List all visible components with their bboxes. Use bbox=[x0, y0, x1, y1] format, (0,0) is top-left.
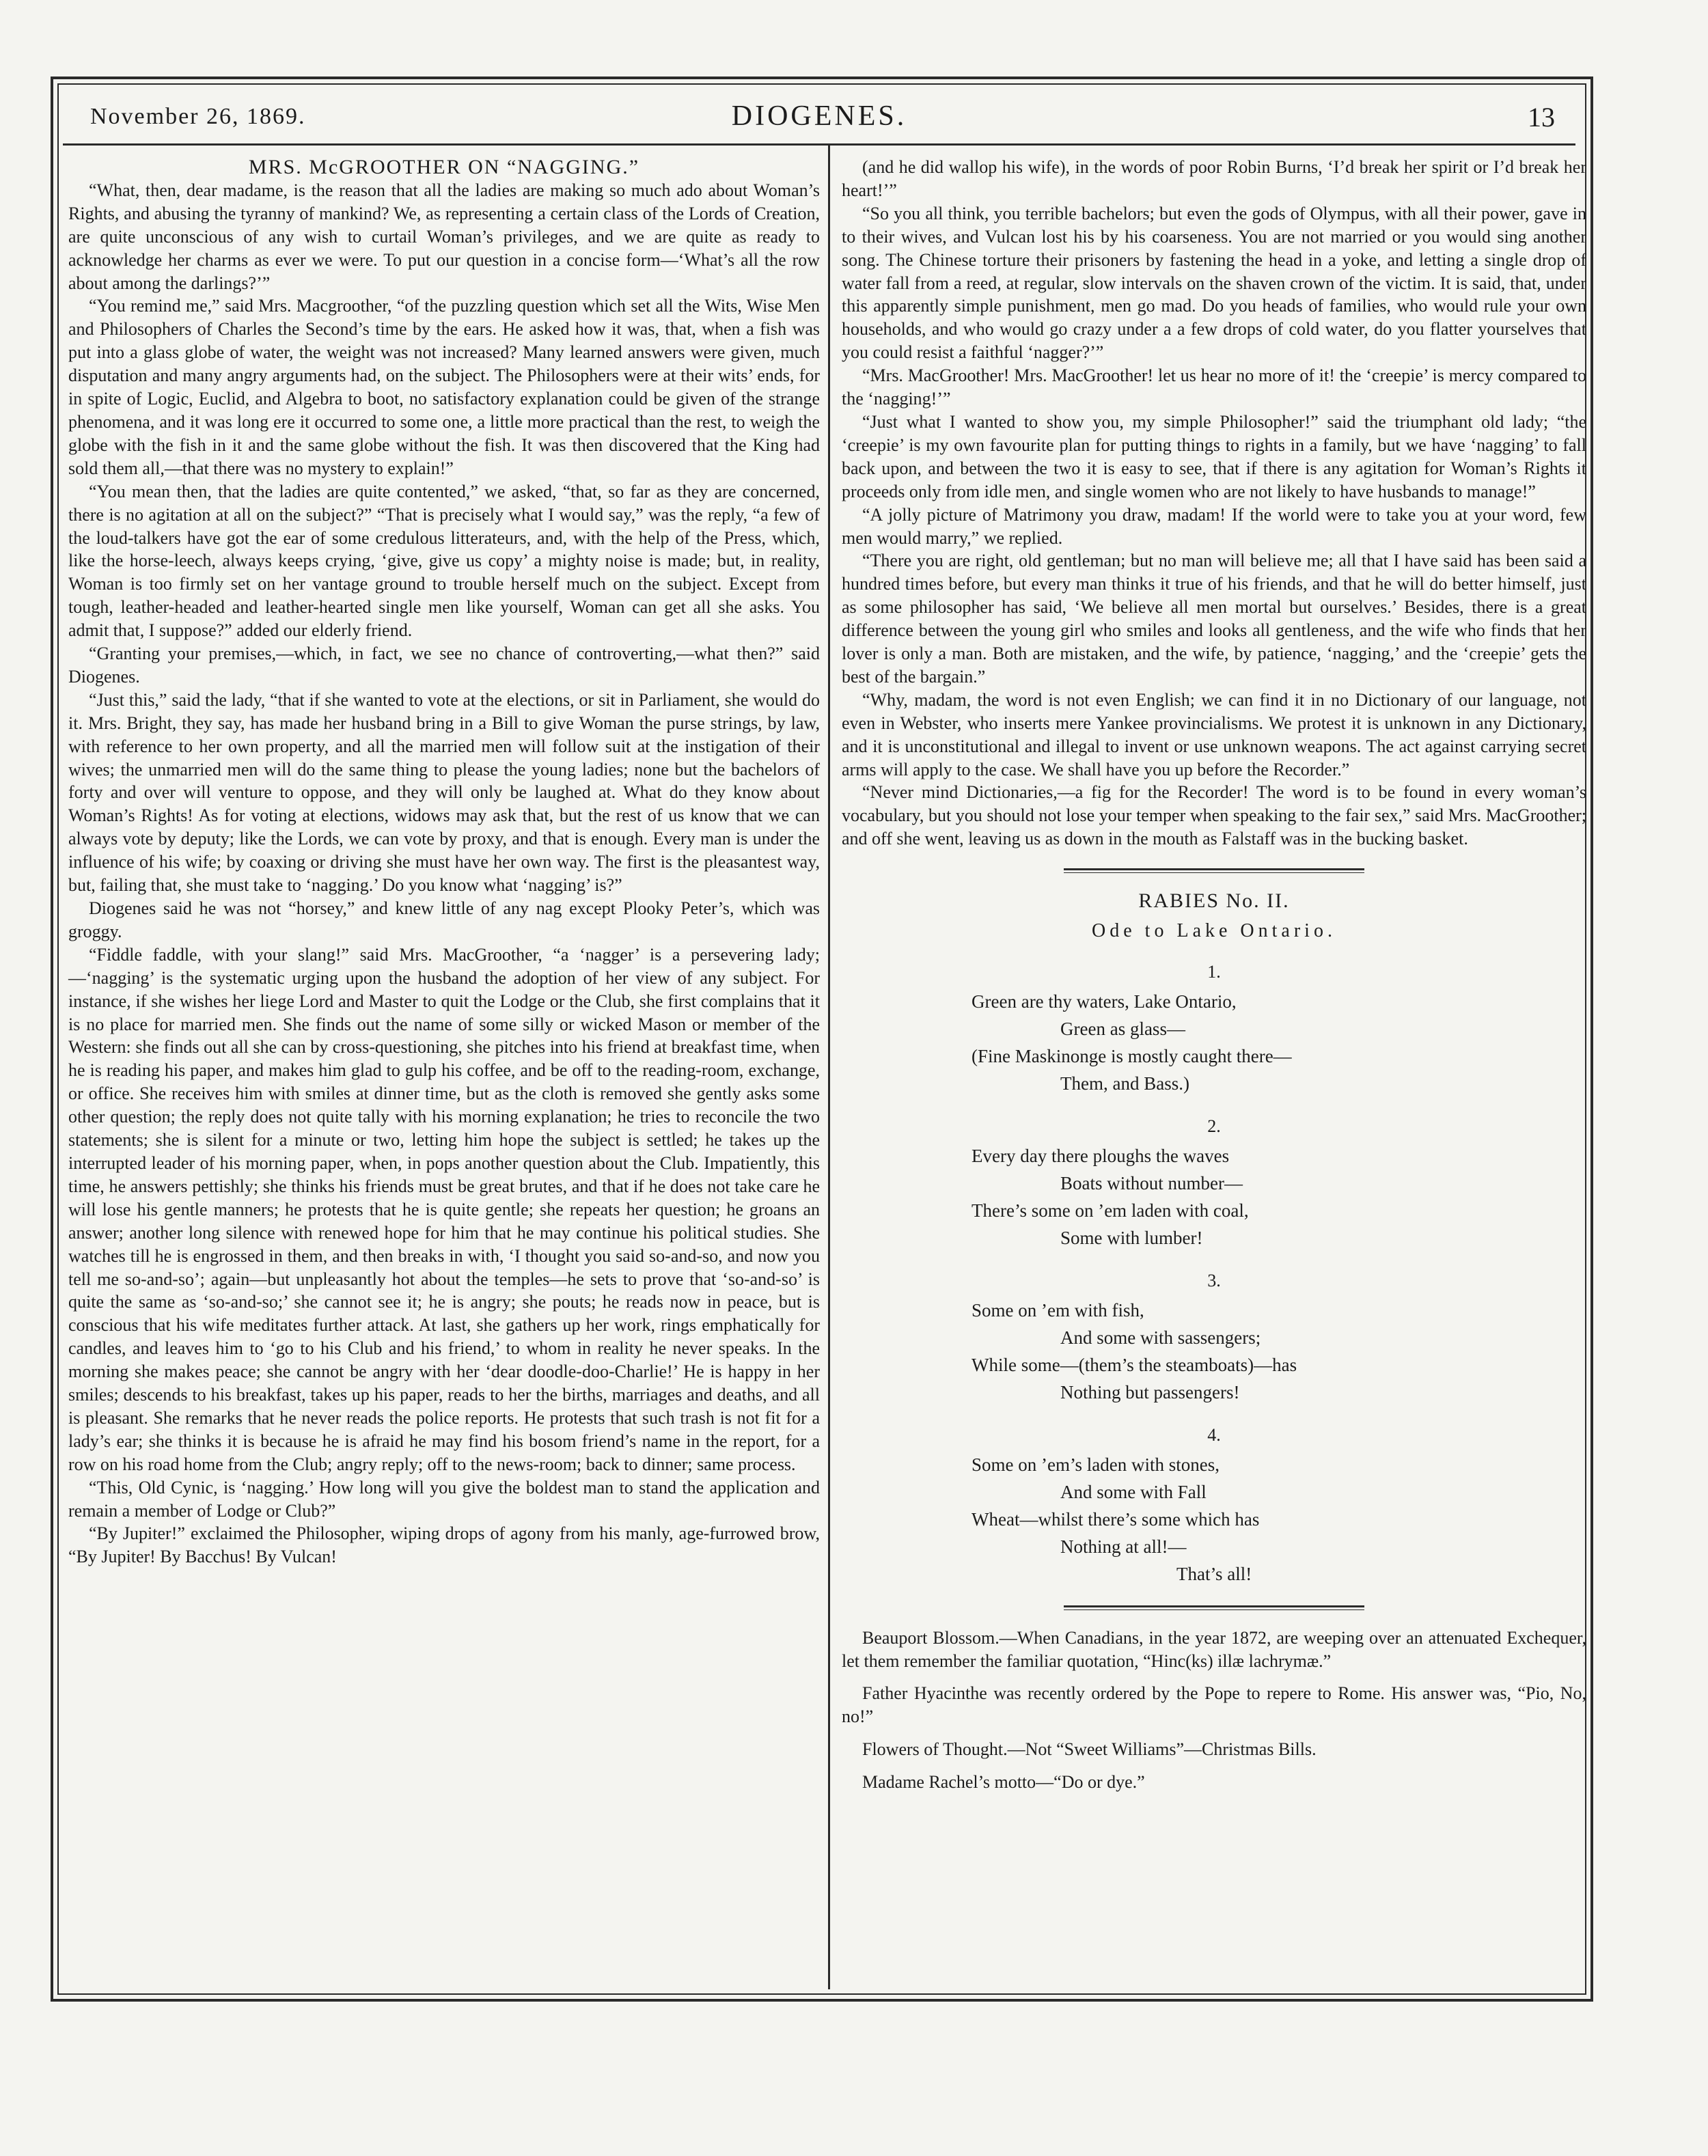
poem-line: And some with sassengers; bbox=[1060, 1327, 1261, 1348]
poem-line: (Fine Maskinonge is mostly caught there— bbox=[972, 1045, 1292, 1066]
article-paragraph: “Mrs. MacGroother! Mrs. MacGroother! let us hear no more of it! the ‘creepie’ is mercy compared to the ‘nagging!’” bbox=[842, 365, 1586, 409]
article-paragraph: “This, Old Cynic, is ‘nagging.’ How long will you give the boldest man to stand the application and remain a member of Lodge or Club?” bbox=[68, 1477, 820, 1521]
issue-date: November 26, 1869. bbox=[90, 104, 306, 129]
section-rule bbox=[1064, 1605, 1364, 1610]
poem-line: While some—(them’s the steamboats)—has bbox=[972, 1354, 1297, 1375]
left-column bbox=[68, 156, 820, 1568]
column-divider bbox=[828, 145, 830, 1989]
masthead-title: DIOGENES. bbox=[731, 100, 907, 132]
article-paragraph: “By Jupiter!” exclaimed the Philosopher, wiping drops of agony from his manly, age-furrowed brow, “By Jupiter! By Bacchus! By Vulcan! bbox=[68, 1523, 820, 1567]
page-header bbox=[63, 86, 1575, 146]
article-paragraph: “Never mind Dictionaries,—a fig for the Recorder! The word is to be found in every woman’s vocabulary, but you should not lose your temper when speaking to the fair sex,” said Mrs. MacGroother; and off she went, leaving us as down in the mouth as Falstaff was in the bucking basket. bbox=[842, 782, 1586, 849]
stanza-number: 2. bbox=[1207, 1116, 1221, 1136]
article-title: MRS. McGROOTHER ON “NAGGING.” bbox=[248, 156, 640, 178]
article-paragraph: “You remind me,” said Mrs. Macgroother, “of the puzzling question which set all the Wits, Wise Men and Philosophers of Charles the Second’s time by the ears. He asked how it was, that, when a fish was put into a glass globe of water, the weight was not increased? Many learned answers were given, much disputation and many angry arguments had, on the subject. The Philosophers were at their wits’ ends, for in spite of Logic, Euclid, and Algebra to boot, no satisfactory explanation could be given of the strange phenomena, and it was long ere it occurred to some one, a little more practical than the rest, to weigh the globe with the fish in it and the same globe without the fish. It was then discovered that the King had sold them all,—that there was no mystery to explain!” bbox=[68, 296, 820, 478]
poem-line: Green are thy waters, Lake Ontario, bbox=[972, 991, 1237, 1012]
article-paragraph: “So you all think, you terrible bachelors; but even the gods of Olympus, with all their power, gave in to their wives, and Vulcan lost his by his coarseness. You are not married or you would sing another song. The Chinese torture their prisoners by fastening the head in a yoke, and letting a single drop of water fall from a reed, at regular, slow intervals on the shaven crown of the victim. It is said, that, under this apparently simple punishment, men go mad. Do you heads of families, who would rule your own households, and who would go crazy under a a few drops of cold water, do you flatter yourselves that you could resist a faithful ‘nagger?’” bbox=[842, 203, 1586, 363]
article-paragraph: “Just what I wanted to show you, my simple Philosopher!” said the triumphant old lady; “the ‘creepie’ is my own favourite plan for putting things to rights in a family, but we have ‘nagging’ to fall back upon, and between the two it is easy to see, that if there is any agitation for Woman’s Rights it proceeds only from idle men, and single women who are not likely to have husbands to manage!” bbox=[842, 411, 1586, 501]
poem-line: There’s some on ’em laden with coal, bbox=[972, 1200, 1249, 1221]
stanza bbox=[972, 988, 1586, 1097]
note-paragraph: Beauport Blossom.—When Canadians, in the year 1872, are weeping over an attenuated Exchequer, let them remember the familiar quotation, “Hinc(ks) illæ lachrymæ.” bbox=[842, 1627, 1586, 1671]
poem-line: Some on ’em with fish, bbox=[972, 1299, 1144, 1321]
note-paragraph: Flowers of Thought.—Not “Sweet Williams”—Christmas Bills. bbox=[862, 1739, 1317, 1760]
poem-line: Nothing but passengers! bbox=[1060, 1381, 1240, 1402]
stanza-number: 4. bbox=[1207, 1424, 1221, 1445]
poem-line: Some with lumber! bbox=[1060, 1227, 1203, 1248]
page-number: 13 bbox=[1528, 102, 1555, 133]
poem-subtitle: Ode to Lake Ontario. bbox=[1092, 920, 1336, 942]
poem-line: Them, and Bass.) bbox=[1060, 1073, 1189, 1094]
article-paragraph: (and he did wallop his wife), in the words of poor Robin Burns, ‘I’d break her spirit or I’d break her heart!’” bbox=[842, 157, 1586, 200]
article-paragraph: “Fiddle faddle, with your slang!” said Mrs. MacGroother, “a ‘nagger’ is a persevering lady;—‘nagging’ is the systematic urging upon the husband the adoption of her view of any subject. For instance, if she wishes her liege Lord and Master to quit the Lodge or the Club, she first complains that it is no place for married men. She finds out the name of some silly or wicked Mason or member of the Western: she finds out all she can by cross-questioning, she pitches into his friend at breakfast time, when he is reading his paper, and makes him glad to gulp his coffee, and be off to the reading-room, exchange, or office. She receives him with smiles at dinner time, but as the cloth is removed she gently asks some other question; the reply does not quite tally with his morning explanation; he tries to reconcile the two statements; she is silent for a minute or two, letting him hope the subject is settled; he takes up the interrupted leader of his morning paper, when, in pops another question about the Club. Impatiently, this time, he answers pettishly; she thinks his friends must be great brutes, and that if he does not take care he will lose his gentle manners; he protests that he is quite gentle; she repeats her question; he groans an answer; another long silence with renewed hope for him that he may continue his political studies. She watches till he is engrossed in them, and then breaks in with, ‘I thought you said so-and-so, and now you tell me so-and-so’; again—but unpleasantly hot about the temples—he sets to prove that ‘so-and-so’ is quite the same as ‘so-and-so;’ she cannot see it; he is angry; she pouts; he reads now in peace, but is conscious that his wife meditates further attack. At last, she gathers up her work, rings emphatically for candles, and leaves him to ‘go to his Club and his friend,’ to whom in reality he never speaks. In the morning she makes peace; she cannot be angry with her ‘dear doodle-doo-Charlie!’ He is happy in her smiles; descends to his breakfast, takes up his paper, reads to her the births, marriages and deaths, and all is pleasant. She remarks that he never reads the police reports. He protests that such trash is not fit for a lady’s ear; she thinks it is because he is afraid he may find his bosom friend’s name in the report, for a row on his road home from the Club; angry reply; off to the news-room; back to dinner; same process. bbox=[68, 944, 820, 1474]
stanza-number: 3. bbox=[1207, 1270, 1221, 1290]
article-paragraph: “There you are right, old gentleman; but no man will believe me; all that I have said has been said a hundred times before, but every man thinks it true of his friends, and that he will do better himself, just as some philosopher has said, ‘We believe all men mortal but ourselves.’ Besides, there is a great difference between the young girl who smiles and looks all gentleness, and the wife who finds that her lover is only a man. Both are mistaken, and the wife, by patience, ‘nagging,’ and the ‘creepie’ gets the best of the bargain.” bbox=[842, 551, 1586, 687]
right-column bbox=[842, 156, 1586, 1803]
poem-line: That’s all! bbox=[1176, 1563, 1252, 1584]
article-paragraph: “Why, madam, the word is not even English; we can find it in no Dictionary of our language, not even in Webster, who inserts mere Yankee provincialisms. We protest it is unknown in any Dictionary, and it is unconstitutional and illegal to invent or use unknown weapons. The act against carrying secret arms will apply to the case. We shall have you up before the Recorder.” bbox=[842, 689, 1586, 779]
poem-line: And some with Fall bbox=[1060, 1481, 1207, 1502]
poem-line: Green as glass— bbox=[1060, 1018, 1185, 1039]
poem-line: Nothing at all!— bbox=[1060, 1536, 1187, 1557]
poem-line: Every day there ploughs the waves bbox=[972, 1145, 1230, 1166]
note-paragraph: Father Hyacinthe was recently ordered by the Pope to repere to Rome. His answer was, “Pio, No, no!” bbox=[842, 1683, 1586, 1727]
stanza bbox=[972, 1297, 1586, 1406]
poem-line: Boats without number— bbox=[1060, 1172, 1243, 1193]
short-notes bbox=[842, 1627, 1586, 1794]
article-paragraph: “You mean then, that the ladies are quite contented,” we asked, “that, so far as they are concerned, there is no agitation at all on the subject?” “That is precisely what I would say,” was the reply, “a few of the loud-talkers have got the ear of some credulous litterateurs, and, with the help of the Press, which, like the horse-leech, always keeps crying, ‘give, give us copy’ a mighty noise is made; but, in reality, Woman is too firmly set on her vantage ground to trouble herself much on the subject. Except from tough, leather-headed and leather-hearted single men like yourself, Woman can get all she asks. You admit that, I suppose?” added our elderly friend. bbox=[68, 481, 820, 641]
section-rule bbox=[1064, 868, 1364, 873]
poem-line: Some on ’em’s laden with stones, bbox=[972, 1454, 1220, 1475]
poem-title: RABIES No. II. bbox=[1138, 889, 1290, 913]
stanza bbox=[972, 1142, 1586, 1252]
note-paragraph: Madame Rachel’s motto—“Do or dye.” bbox=[862, 1772, 1145, 1793]
stanza-number: 1. bbox=[1207, 962, 1221, 982]
article-paragraph: “What, then, dear madame, is the reason that all the ladies are making so much ado about Woman’s Rights, and abusing the tyranny of mankind? We, as representing a certain class of the Lords of Creation, are quite unconscious of any wish to curtail Woman’s privileges, and we are quite as ready to acknowledge her charms as ever we were. To put our question in a concise form—‘What’s all the row about among the darlings?’” bbox=[68, 180, 820, 293]
article-paragraph: “Just this,” said the lady, “that if she wanted to vote at the elections, or sit in Parliament, she would do it. Mrs. Bright, they say, has made her husband bring in a Bill to give Woman the purse strings, by law, with reference to her own property, and all the married men will follow suit at the instigation of their wives; the unmarried men will do the same thing to please the young ladies; none but the bachelors of forty and over will venture to oppose, and they will only be laughed at. What do they know about Woman’s Rights! As for voting at elections, widows may ask that, but the rest of us know that we can always vote by deputy; like the Lords, we can vote by proxy, and that is enough. Every man is under the influence of his wife; by coaxing or driving she must have her own way. The first is the pleasantest way, but, failing that, she must take to ‘nagging.’ Do you know what ‘nagging’ is?” bbox=[68, 689, 820, 896]
poem-line: Wheat—whilst there’s some which has bbox=[972, 1508, 1260, 1530]
article-paragraph: Diogenes said he was not “horsey,” and knew little of any nag except Plooky Peter’s, which was groggy. bbox=[68, 898, 820, 941]
article-paragraph: “Granting your premises,—which, in fact, we see no chance of controverting,—what then?” said Diogenes. bbox=[68, 644, 820, 687]
stanza bbox=[972, 1451, 1586, 1588]
article-paragraph: “A jolly picture of Matrimony you draw, madam! If the world were to take you at your word, few men would marry,” we replied. bbox=[842, 504, 1586, 548]
